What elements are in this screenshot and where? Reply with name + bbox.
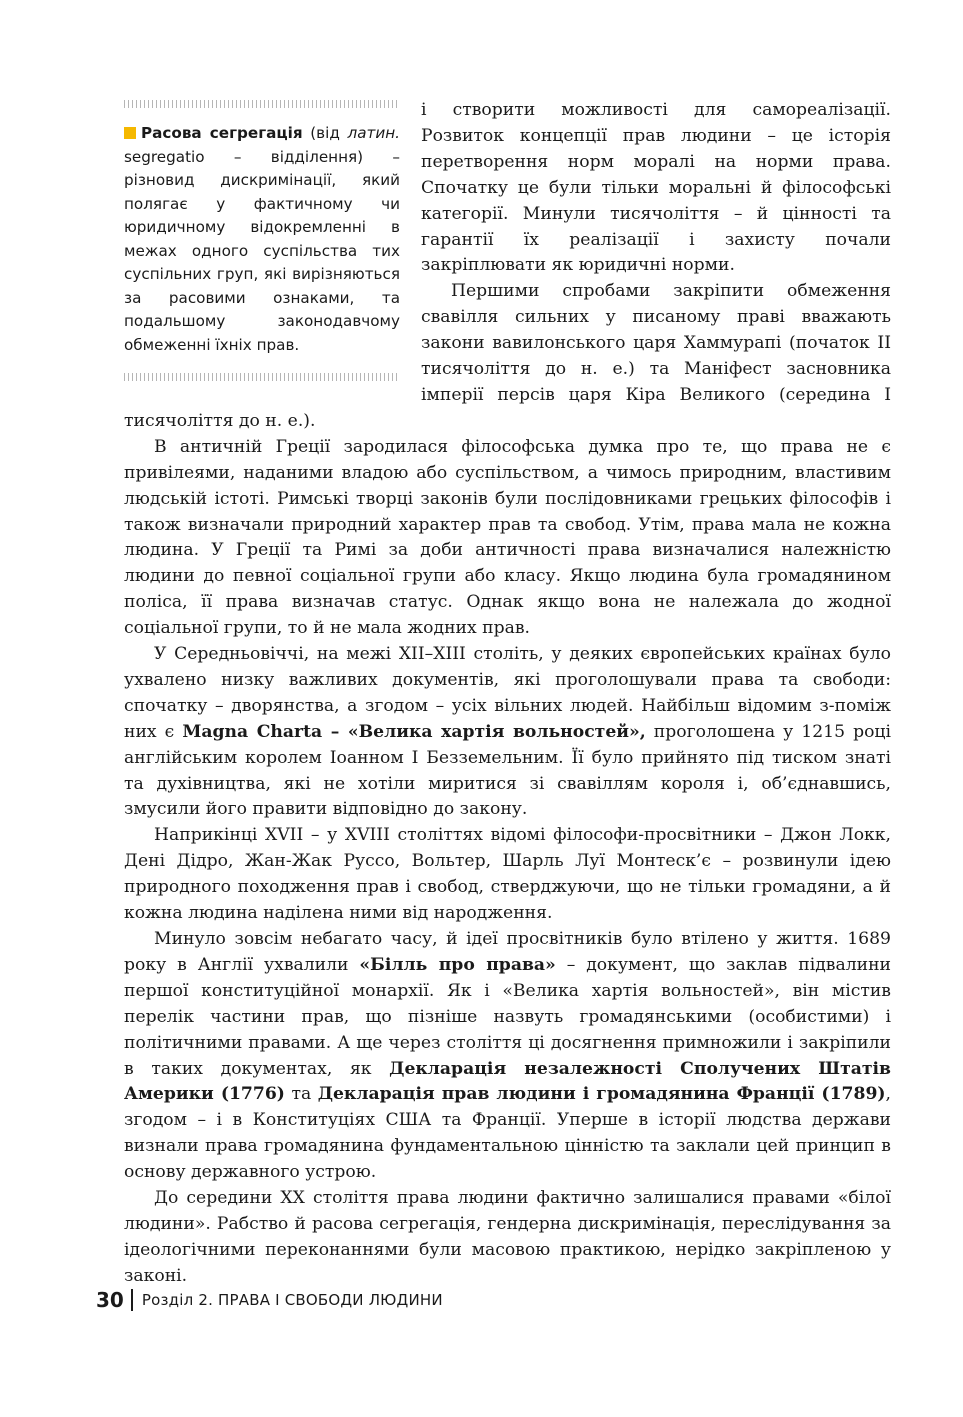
paragraph-4-text-a: У Середньовіччі, на межі XII–XIII століть, у деяких європейських країнах було ухвалено низку важливих документів, які проголошували права та свободи: спочатку – дворянства, а згодом – усіх вільних людей. Найбільш відомим з-поміж них є bbox=[124, 644, 891, 742]
sidebar-spacer bbox=[124, 98, 421, 383]
paragraph-6-text-b: – документ, що заклав підвалини першої конституційної монархії. Як і «Велика хартія вольностей», він містив перелік частини прав, що пізніше назвуть громадянськими (особистими) і політичними правами. А ще через століття ці досягнення примножили і закріпили в таких документах, як bbox=[124, 954, 891, 1079]
paragraph-3: В античній Греції зародилася філософська думка про те, що права не є привілеями, наданими владою або суспільством, а чимось природним, властивим людській істоті. Римські творці законів були послідовниками грецьких філософів і також визначали природний характер прав та свобод. Утім, права мала не кожна людина. У Греції та Римі за доби античності права визначалися належністю людини до певної соціальної групи або класу. Якщо людина була громадянином поліса, її права визначав статус. Однак якщо вона не належала до жодної соціальної групи, то й не мала жодних прав. bbox=[124, 436, 891, 639]
paragraph-6-text-a: Минуло зовсім небагато часу, й ідеї просвітників було втілено у життя. 1689 року в Англії ухвалили bbox=[124, 929, 891, 975]
page-footer bbox=[96, 1287, 443, 1313]
glossary-definition: segregatio – відділення) – різновид дискримінації, який полягає у фактичному чи юридичному відокремленні в межах одного суспільства тих суспільних груп, які вирізняються за расовими ознаками, та подальшому законодавчому обмеженні їхніх прав. bbox=[124, 147, 400, 354]
footer-divider bbox=[131, 1289, 133, 1311]
glossary-term: Расова сегрегація bbox=[141, 124, 303, 142]
paragraph-7: До середини XX століття права людини фактично залишалися правами «білої людини». Рабство й расова сегрегація, гендерна дискримінація, переслідування за ідеологічними переконаннями були масовою практикою, нерідко закріпленою у законі. bbox=[124, 1188, 891, 1286]
bill-of-rights-term: «Білль про права» bbox=[359, 954, 556, 975]
paragraph-4 bbox=[124, 642, 891, 823]
paragraph-6 bbox=[124, 927, 891, 1186]
us-declaration-term: Декларація незалежності Сполучених Штатів Америки (1776) bbox=[124, 1058, 891, 1105]
magna-charta-term: Magna Charta – «Велика хартія вольностей», bbox=[182, 721, 646, 742]
paragraph-6-text-d: , згодом – і в Конституціях США та Франції. Уперше в історії людства держави визнали права громадянина фундаментальною цінністю та заклали цей принцип в основу державного устрою. bbox=[124, 1084, 892, 1183]
main-text bbox=[124, 98, 891, 1290]
section-title: Розділ 2. ПРАВА І СВОБОДИ ЛЮДИНИ bbox=[141, 1291, 443, 1309]
paragraph-4-text-b: проголошена у 1215 році англійським королем Іоанном I Безземельним. Її було прийнято під тиском знаті та духівництва, які не хотіли миритися зі свавіллям короля і, об’єднавшись, змусили його правити відповідно до закону. bbox=[124, 721, 891, 820]
glossary-origin-prefix: (від bbox=[302, 124, 348, 142]
paragraph-2: Першими спробами закріпити обмеження свавілля сильних у писаному праві вважають закони вавилонського царя Хаммурапі (початок II тисячоліття до н. е.) та Маніфест засновника імперії персів царя Кіра Великого (середина I тисячоліття до н. е.). bbox=[124, 281, 891, 431]
page-number: 30 bbox=[96, 1288, 124, 1312]
paragraph-6-text-c: та bbox=[284, 1084, 318, 1105]
paragraph-5: Наприкінці XVII – у XVIII століттях відомі філософи-просвітники – Джон Локк, Дені Дідро, Жан-Жак Руссо, Вольтер, Шарль Луї Монтеск’є – розвинули ідею природного походження прав і свобод, стверджуючи, що не тільки громадяни, а й кожна людина наділена ними від народження. bbox=[124, 825, 891, 924]
french-declaration-term: Декларація прав людини і громадянина Франції (1789) bbox=[317, 1084, 886, 1105]
glossary-language: латин. bbox=[347, 124, 400, 142]
paragraph-1: і створити можливості для самореалізації. Розвиток концепції прав людини – це історія перетворення норм моралі на норми права. Спочатку це були тільки моральні й філософські категорії. Минули тисячоліття – й цінності та гарантії їх реалізації і захисту почали закріплювати як юридичні норми. bbox=[421, 100, 891, 276]
